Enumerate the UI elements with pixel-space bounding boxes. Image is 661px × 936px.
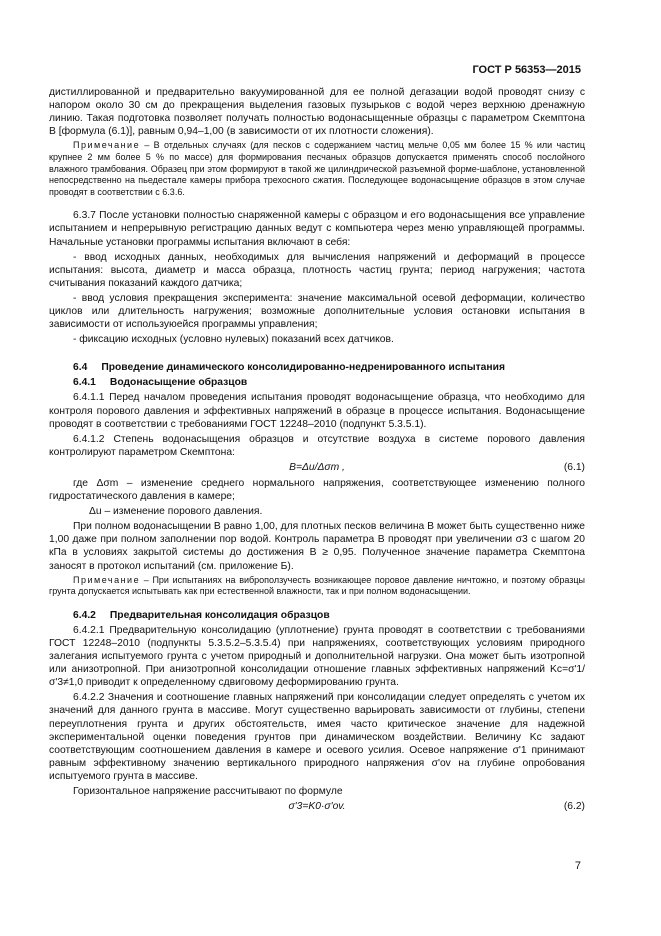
- section-title: Предварительная консолидация образцов: [109, 609, 330, 621]
- list-item: - ввод условия прекращения эксперимента: значение максимальной осевой деформации, количество циклов или длительность нагружения; возможные дополнительные условия остановки испытания в зависимости от используюейся программы управления;: [49, 292, 585, 331]
- formula-6-1: [49, 461, 585, 475]
- paragraph: 6.4.1.2 Степень водонасыщения образцов и отсутствие воздуха в системе порового давления контролируют параметром Скемптона:: [49, 433, 585, 458]
- formula-number: (6.2): [563, 801, 585, 813]
- list-item: - фиксацию исходных (условно нулевых) показаний всех датчиков.: [73, 334, 394, 346]
- formula-expression: σ'3=K0·σ'ov.: [288, 801, 346, 813]
- list-item: - ввод исходных данных, необходимых для вычисления напряжений и деформаций в процессе испытания: высота, диаметр и масса образца, плотность частиц грунта; период нагружения; частота считывания показаний каждого датчика;: [49, 251, 585, 289]
- section-number: 6.4: [73, 362, 88, 374]
- paragraph: При полном водонасыщении B равно 1,00, для плотных песков величина B может быть существенно ниже 1,00 даже при полном заполнении пор водой. Контроль параметра B проводят при увеличении σ3 с шагом 20 кПа в условиях закрытой системы до достижения B ≥ 0,95. Полученное значение параметра Скемптона заносят в протокол испытаний (см. приложение Б).: [49, 521, 585, 572]
- page-content: [49, 86, 585, 816]
- paragraph: 6.4.2.2 Значения и соотношение главных напряжений при консолидации следует определять с учетом их значений для данного грунта в массиве. Могут существенно варьировать зависимости от глубины, степени переуплотнения грунта и других обстоятельств, имея часто критическое значение для надежной экспериментальной оценки поведения грунтов при динамическом воздействии. Величину Kc задают соответствующим соотношением давления в камере и осевого усилия. Осевое напряжение σ'1 принимают равным эффективному значению вертикального природного напряжения σ'ov на глубине опробования испытуемого грунта в массиве.: [49, 692, 585, 782]
- paragraph: Δu – изменение порового давления.: [89, 506, 263, 518]
- paragraph: 6.4.1.1 Перед началом проведения испытания проводят водонасыщение образца, что необходимо для контроля порового давления и эффективных напряжений в образце в процессе испытания. Водонасыщение проводят в соответствии с требованиями ГОСТ 12248–2010 (подпункт 5.3.5.1).: [49, 392, 585, 430]
- paragraph: 6.4.2.1 Предварительную консолидацию (уплотнение) грунта проводят в соответствии с требованиями ГОСТ 12248–2010 (подпункты 5.3.5.2–5.3.5.4) при напряжениях, соответствующих условиям природного залегания испытуемого грунта с учетом природный и дополнительной нагрузки. Она может быть изотропной или анизотропной. При анизотропной консолидации отношение главных эффективных напряжений Kc=σ'1/σ'3≠1,0 приводит к определенному сдвиговому деформированию грунта.: [49, 624, 585, 689]
- paragraph: дистиллированной и предварительно вакуумированной для ее полной дегазации водой проводят снизу с напором около 30 см до прекращения выделения газовых пузырьков с водой через верхнюю дренажную линию. Такая подготовка позволяет получать полностью водонасыщенные образцы с параметром Скемптона B [формула (6.1)], равным 0,94–1,00 (в зависимости от их плотности сложения).: [49, 87, 585, 138]
- document-header: ГОСТ Р 56353—2015: [472, 64, 581, 76]
- paragraph: 6.3.7 После установки полностью снаряженной камеры с образцом и его водонасыщения все управление испытанием и непрерывную регистрацию данных ведут с компьютера через меню управляющей программы. Начальные установки программы испытания включают в себя:: [49, 210, 585, 248]
- note-label: Примечание: [73, 574, 141, 585]
- section-title: Водонасыщение образцов: [109, 377, 248, 389]
- subsection-heading: [49, 376, 585, 389]
- section-heading: [49, 361, 585, 374]
- section-number: 6.4.2: [73, 609, 96, 621]
- page-number: 7: [574, 860, 581, 872]
- formula-6-2: [49, 800, 585, 814]
- note-text: – При испытаниях на виброползучесть возникающее поровое давление ничтожно, и поэтому образцы грунта допускается испытывать как при естественной влажности, так и при полном водонасыщении.: [49, 574, 585, 597]
- section-number: 6.4.1: [73, 377, 96, 389]
- paragraph: где Δσm – изменение среднего нормального напряжения, соответствующее изменению полного гидростатического давления в камере;: [49, 477, 585, 503]
- formula-number: (6.1): [563, 461, 585, 473]
- section-title: Проведение динамического консолидированно-недренированного испытания: [101, 362, 505, 374]
- note-text: – В отдельных случаях (для песков с содержанием частиц мельче 0,05 мм более 15 % или частиц крупнее 2 мм более 5 % по массе) для формирования песчаных образцов допускается применять способ послойного влажного трамбования. Образец при этом формируют в такой же цилиндрической разъемной форме-шаблоне, установленной непосредственно на пьедестале камеры прибора трехосного сжатия. Последующее водонасыщение образцов в этом случае проводят в соответствии с 6.3.6.: [49, 140, 585, 197]
- note-label: Примечание: [73, 140, 141, 151]
- subsection-heading: [49, 609, 585, 622]
- note: [49, 575, 585, 598]
- note: [49, 140, 585, 198]
- formula-expression: B=Δu/Δσm ,: [289, 461, 345, 473]
- paragraph: Горизонтальное напряжение рассчитывают по формуле: [73, 786, 343, 797]
